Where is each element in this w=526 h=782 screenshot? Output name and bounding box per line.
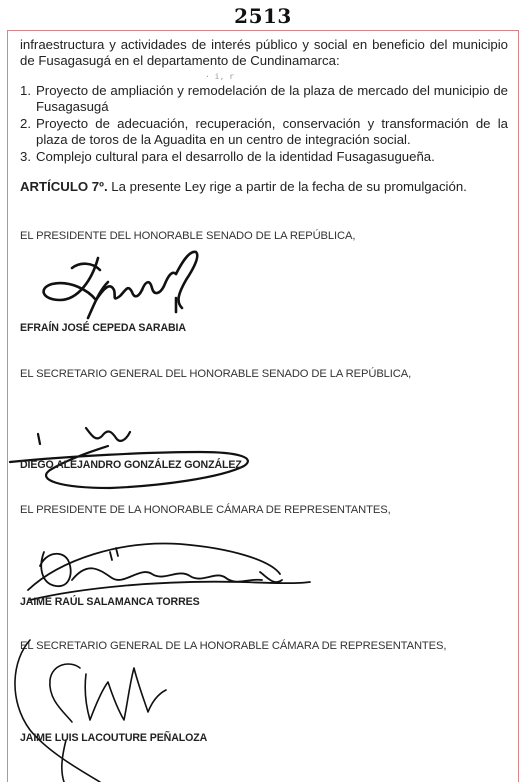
- signatory-role: EL SECRETARIO GENERAL DEL HONORABLE SENADO DE LA REPÚBLICA,: [20, 368, 412, 380]
- list-item: [20, 116, 508, 148]
- signatory-name: EFRAÍN JOSÉ CEPEDA SARABIA: [20, 322, 186, 334]
- intro-paragraph: infraestructura y actividades de interés público y social en beneficio del municipio de Fusagasugá en el departamento de Cundinamarca:: [20, 37, 508, 68]
- list-item-text: Proyecto de ampliación y remodelación de la plaza de mercado del municipio de Fusagasugá: [36, 83, 508, 114]
- list-item-number: 1.: [20, 83, 31, 98]
- signatory-name: JAIME LUIS LACOUTURE PEÑALOZA: [20, 732, 208, 744]
- list-item-text: Proyecto de adecuación, recuperación, conservación y transformación de la plaza de toros de la Aguadita en un centro de integración social.: [36, 116, 508, 147]
- signatory-name: JAIME RAÚL SALAMANCA TORRES: [20, 596, 200, 608]
- article-7: [20, 179, 508, 195]
- stray-mark: · i, r: [205, 72, 234, 81]
- signatory-role: EL PRESIDENTE DE LA HONORABLE CÁMARA DE REPRESENTANTES,: [20, 504, 391, 516]
- project-list: [20, 83, 508, 165]
- article-label: ARTÍCULO 7º.: [20, 179, 108, 194]
- list-item: [20, 83, 508, 115]
- signatory-role: EL PRESIDENTE DEL HONORABLE SENADO DE LA REPÚBLICA,: [20, 230, 356, 242]
- list-item: [20, 149, 508, 165]
- signatory-role: EL SECRETARIO GENERAL DE LA HONORABLE CÁMARA DE REPRESENTANTES,: [20, 640, 447, 652]
- page-number: 2513: [234, 4, 292, 28]
- list-item-text: Complejo cultural para el desarrollo de la identidad Fusagasugueña.: [36, 149, 435, 164]
- list-item-number: 3.: [20, 149, 31, 164]
- signatory-name: DIEGO ALEJANDRO GONZÁLEZ GONZÁLEZ: [20, 459, 242, 471]
- list-item-number: 2.: [20, 116, 31, 131]
- document-body: [20, 37, 508, 195]
- article-text: La presente Ley rige a partir de la fecha de su promulgación.: [107, 179, 467, 194]
